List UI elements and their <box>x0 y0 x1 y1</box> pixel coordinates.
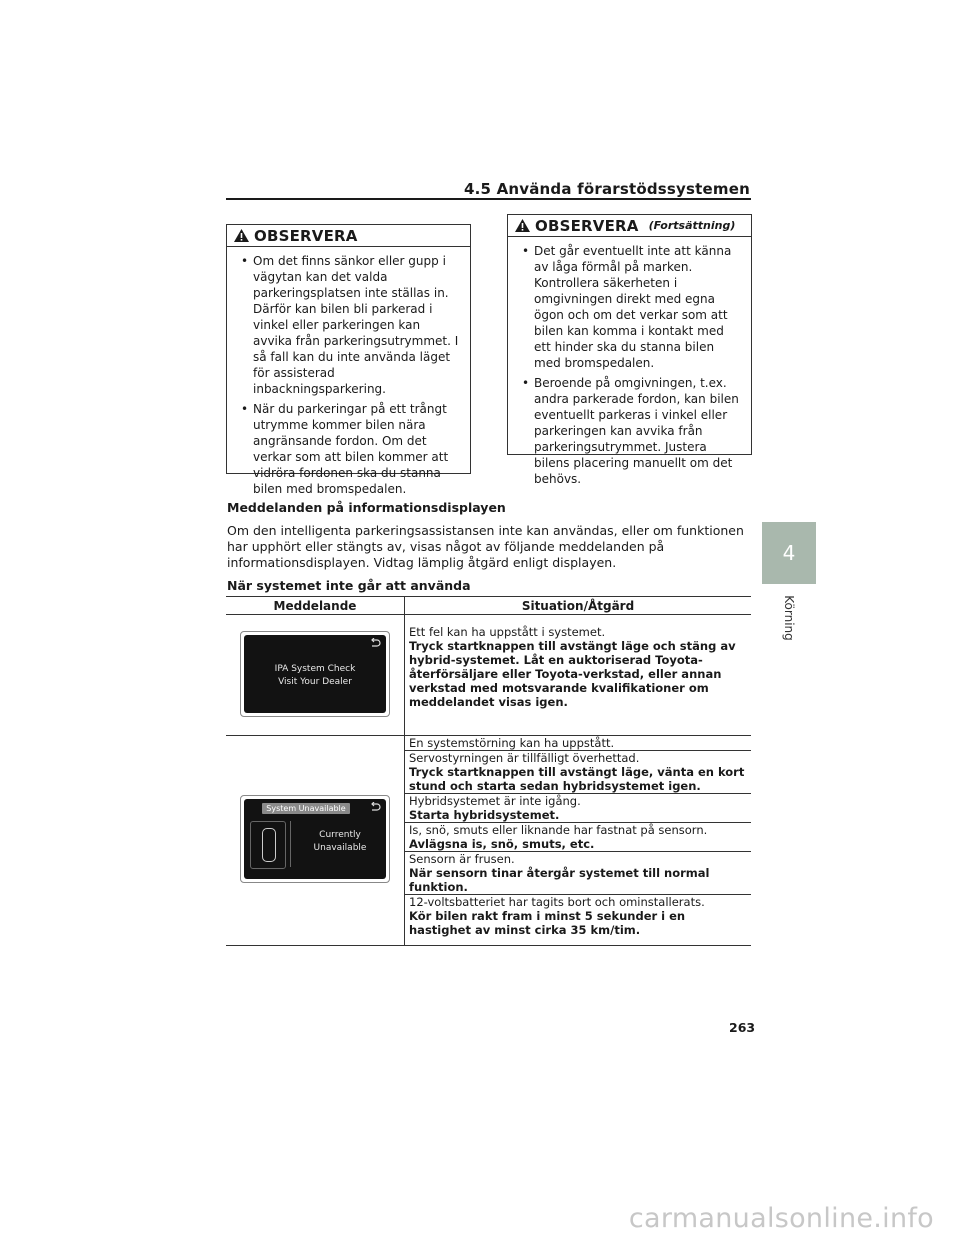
car-icon-frame <box>250 821 286 869</box>
action-text: Avlägsna is, snö, smuts, etc. <box>409 837 595 851</box>
notice-header <box>227 225 470 247</box>
screen-line: IPA System Check <box>274 663 356 674</box>
screen-divider <box>290 821 291 867</box>
message-image-cell <box>226 736 405 946</box>
section-intro: Om den intelligenta parkeringsassistansen inte kan användas, eller om funktionen har upphört eller stängts av, visas något av följande meddelanden på informationsdisplayen. Vidtag lämplig åtgärd enligt displayen. <box>227 523 744 570</box>
situation-text: Servostyrningen är tillfälligt överhettad. <box>409 751 640 765</box>
header-rule <box>226 198 751 200</box>
warning-icon <box>514 218 531 233</box>
action-text: När sensorn tinar återgår systemet till normal funktion. <box>409 866 710 894</box>
situation-cell <box>405 615 752 736</box>
page-number: 263 <box>729 1020 756 1035</box>
notice-bullet: • Om det finns sänkor eller gupp i vägytan kan det valda parkeringsplatsen inte ställas in. Därför kan bilen bli parkerad i vinkel eller parkeringen kan avvika från parkeringsutrymmet. I så fall kan du inte använda läget för assisterad inbackningsparkering. <box>239 253 460 397</box>
notice-box-left <box>226 224 471 496</box>
back-arrow-icon <box>369 638 381 648</box>
notice-title: OBSERVERA <box>535 216 639 235</box>
table-row <box>226 615 751 736</box>
screen-line: Currently <box>319 830 361 840</box>
display-screen-ipa-check <box>240 631 390 717</box>
action-text: Kör bilen rakt fram i minst 5 sekunder i en hastighet av minst cirka 35 km/tim. <box>409 909 686 937</box>
chapter-label: Körning <box>782 595 796 641</box>
situation-cell <box>405 751 752 794</box>
notice-box-right <box>507 214 752 486</box>
situation-cell <box>405 895 752 946</box>
notice-title: OBSERVERA <box>254 226 358 245</box>
situation-text: Ett fel kan ha uppstått i systemet. <box>409 625 606 639</box>
notice-bullet: • Det går eventuellt inte att känna av låga förmål på marken. Kontrollera säkerheten i omgivningen direkt med egna ögon och om det verkar som att bilen kan komma i kontakt med ett hinder ska du stanna bilen med bromspedalen. <box>520 243 741 371</box>
page-header-title: 4.5 Använda förarstödssystemen <box>463 180 750 198</box>
situation-cell <box>405 736 752 751</box>
display-screen-unavailable <box>240 795 390 883</box>
notice-list <box>508 237 751 495</box>
situation-text: Sensorn är frusen. <box>409 852 515 866</box>
system-unavailable-badge: System Unavailable <box>262 803 350 814</box>
message-table <box>226 596 751 946</box>
table-header-row <box>226 597 751 615</box>
chapter-label-container <box>762 588 816 648</box>
watermark: carmanualsonline.info <box>628 1203 934 1234</box>
chapter-number: 4 <box>782 541 796 565</box>
column-header-action: Situation/Åtgärd <box>405 597 752 615</box>
notice-bullet: • När du parkeringar på ett trångt utrymme kommer bilen nära angränsande fordon. Om det verkar som att bilen kommer att vidröra fordonen ska du stanna bilen med bromspedalen. <box>239 401 460 497</box>
notice-header <box>508 215 751 237</box>
message-image-cell <box>226 615 405 736</box>
screen-inner <box>244 635 386 713</box>
screen-text <box>294 829 386 855</box>
screen-line: Visit Your Dealer <box>278 676 352 687</box>
back-arrow-icon <box>369 802 381 812</box>
screen-line: Unavailable <box>313 843 367 853</box>
table-row <box>226 736 751 751</box>
screen-text <box>244 663 386 689</box>
situation-text: Hybridsystemet är inte igång. <box>409 794 581 808</box>
situation-cell <box>405 794 752 823</box>
notice-list <box>227 247 470 505</box>
car-icon <box>262 828 276 862</box>
action-text: Starta hybridsystemet. <box>409 808 560 822</box>
chapter-tab <box>762 522 816 584</box>
situation-text: En systemstörning kan ha uppstått. <box>409 736 615 750</box>
column-header-message: Meddelande <box>226 597 405 615</box>
situation-text: Is, snö, smuts eller liknande har fastnat på sensorn. <box>409 823 708 837</box>
action-text: Tryck startknappen till avstängt läge och stäng av hybrid-systemet. Låt en auktoriserad Toyota-återförsäljare eller Toyota-verkstad, eller annan verkstad med motsvarande kvalifikationer om meddelandet visas igen. <box>409 639 736 709</box>
situation-text: 12-voltsbatteriet har tagits bort och ominstallerats. <box>409 895 705 909</box>
section-heading: Meddelanden på informationsdisplayen <box>227 500 506 515</box>
notice-subtitle: (Fortsättning) <box>648 219 736 232</box>
action-text: Tryck startknappen till avstängt läge, vänta en kort stund och starta sedan hybridsystemet igen. <box>409 765 745 793</box>
situation-cell <box>405 823 752 852</box>
notice-bullet: • Beroende på omgivningen, t.ex. andra parkerade fordon, kan bilen eventuellt parkeras i vinkel eller parkeringen kan avvika från parkeringsutrymmet. Justera bilens placering manuellt om det behövs. <box>520 375 741 487</box>
warning-icon <box>233 228 250 243</box>
screen-inner <box>244 799 386 879</box>
section-subheading: När systemet inte går att använda <box>227 578 471 593</box>
situation-cell <box>405 852 752 895</box>
